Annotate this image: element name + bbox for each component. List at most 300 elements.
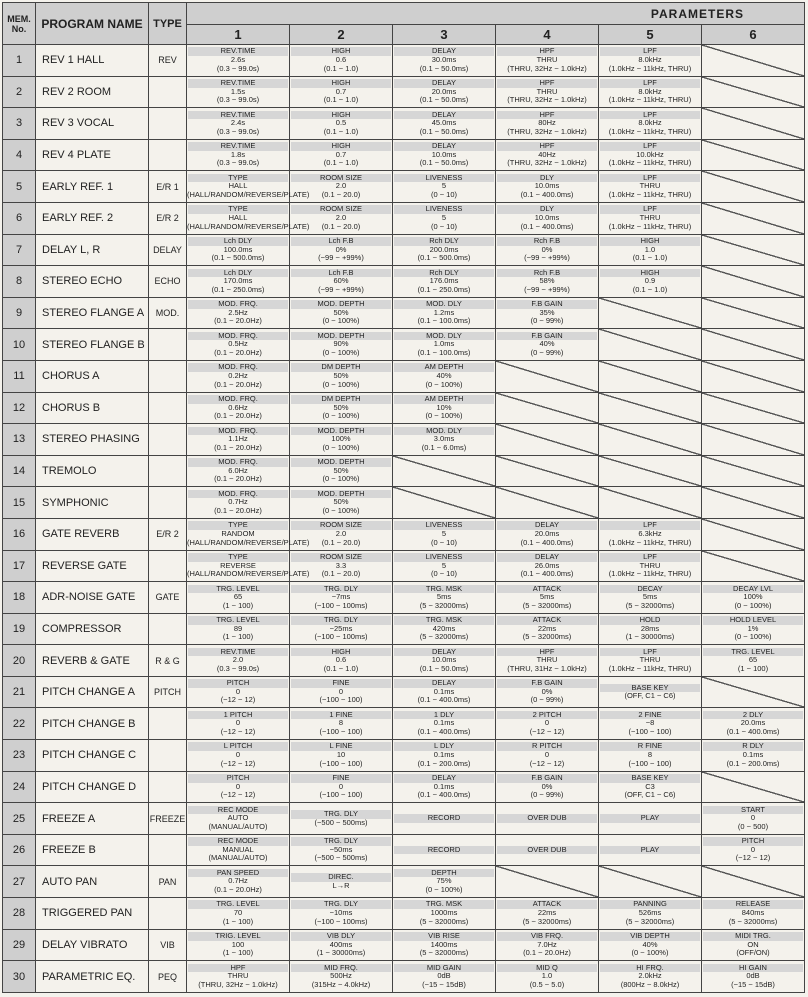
program-type: REV	[149, 45, 187, 77]
parameter-range: (0.1 ~ 50.0ms)	[419, 126, 469, 136]
program-number: 20	[3, 645, 36, 677]
parameter-cell	[599, 676, 702, 708]
parameter-value: 0%	[541, 686, 553, 696]
parameter-cell	[290, 297, 393, 329]
program-number: 1	[3, 45, 36, 77]
parameter-value: 50%	[333, 465, 349, 475]
program-type	[149, 76, 187, 108]
parameter-cell	[187, 550, 310, 582]
parameter-value: 0%	[541, 244, 553, 254]
parameter-label: 2 DLY	[703, 711, 803, 720]
parameter-value: 0	[235, 686, 241, 696]
table-row	[3, 424, 805, 456]
program-type	[149, 740, 187, 772]
parameter-cell	[187, 45, 290, 77]
empty-parameter-cell	[496, 360, 599, 392]
parameter-cell	[496, 297, 599, 329]
parameter-cell	[187, 329, 290, 361]
program-type: GATE	[149, 582, 187, 614]
table-row	[3, 834, 805, 866]
parameter-range: (1 ~ 100)	[222, 916, 254, 926]
parameter-value: 0.6	[335, 55, 347, 64]
parameter-range: (0.1 ~ 1.0)	[323, 663, 359, 673]
empty-parameter-cell	[702, 45, 805, 77]
program-number: 13	[3, 424, 36, 456]
parameter-cell	[290, 771, 393, 803]
parameter-value: 0.7	[335, 149, 347, 159]
parameter-range: (0.1 ~ 400.0ms)	[726, 727, 780, 737]
parameter-range: (5 ~ 32000ms)	[728, 916, 778, 926]
parameter-value: 0%	[541, 781, 553, 791]
parameter-cell	[599, 803, 702, 835]
parameter-value: 58%	[539, 276, 555, 286]
table-row	[3, 76, 805, 108]
parameter-range: (0 ~ 100%)	[425, 379, 463, 389]
parameter-label: PITCH	[188, 679, 288, 688]
table-row	[3, 202, 805, 234]
parameter-label: HIGH	[291, 47, 391, 56]
parameter-value: 1.8s	[230, 149, 246, 159]
program-type: DELAY	[149, 234, 187, 266]
parameter-value: 500Hz	[330, 971, 352, 981]
parameter-label: RECORD	[394, 814, 494, 823]
parameter-label: HOLD	[600, 616, 700, 625]
table-row	[3, 360, 805, 392]
parameter-cell	[393, 108, 496, 140]
parameter-label: MID Q	[497, 964, 597, 973]
parameter-range: (800Hz ~ 8.0kHz)	[620, 979, 680, 989]
parameter-value: 0.5Hz	[228, 339, 248, 349]
program-number: 12	[3, 392, 36, 424]
empty-parameter-cell	[702, 771, 805, 803]
parameter-value: 45.0ms	[431, 118, 457, 128]
parameter-range: (0 ~ 10)	[430, 189, 458, 199]
parameter-range: (1 ~ 100)	[737, 663, 769, 673]
parameter-label: HIGH	[291, 648, 391, 657]
parameter-value: 2.0	[232, 655, 244, 665]
empty-parameter-cell	[702, 360, 805, 392]
parameter-range: (0 ~ 100%)	[322, 379, 360, 389]
parameter-cell	[290, 76, 393, 108]
parameter-value: 100%	[331, 434, 351, 444]
parameter-label: HIGH	[291, 142, 391, 151]
program-name: REV 2 ROOM	[36, 76, 149, 108]
parameter-label: DELAY	[497, 521, 597, 530]
program-name: REV 4 PLATE	[36, 139, 149, 171]
parameter-cell	[290, 139, 393, 171]
mem-no-header-line2: No.	[11, 23, 27, 34]
parameter-range: (0 ~ 99%)	[530, 695, 564, 705]
parameter-range: (0 ~ 100%)	[734, 600, 772, 610]
parameter-value: 0%	[335, 244, 347, 254]
program-name: ADR-NOISE GATE	[36, 582, 149, 614]
empty-parameter-cell	[599, 424, 702, 456]
parameter-cell	[187, 518, 310, 550]
parameter-label: MOD. FRQ.	[188, 363, 288, 372]
parameter-value: 30.0ms	[431, 55, 457, 64]
empty-parameter-cell	[702, 518, 805, 550]
parameter-cell	[290, 108, 393, 140]
program-type: E/R 2	[149, 518, 187, 550]
empty-parameter-cell	[702, 455, 805, 487]
parameter-value: 0	[750, 813, 756, 823]
program-type	[149, 360, 187, 392]
parameter-value: 3.3	[335, 560, 347, 570]
parameter-cell	[187, 613, 290, 645]
parameter-range: (0.1 ~ 20.0Hz)	[214, 379, 262, 389]
program-number: 8	[3, 266, 36, 298]
parameter-cell	[393, 392, 496, 424]
parameter-value: 1.0	[541, 971, 553, 981]
parameter-cell	[599, 171, 702, 203]
parameter-label: DELAY	[394, 111, 494, 120]
parameter-label: BASE KEY	[600, 684, 700, 693]
parameter-label: DELAY	[394, 47, 494, 56]
parameter-range: (0.1 ~ 500.0ms)	[211, 253, 265, 263]
parameter-value: RANDOM	[221, 528, 255, 538]
program-name: GATE REVERB	[36, 518, 149, 550]
parameter-value: 8.0kHz	[638, 55, 662, 64]
parameter-cell	[702, 898, 805, 930]
empty-parameter-cell	[702, 424, 805, 456]
program-number: 22	[3, 708, 36, 740]
parameter-label: START	[703, 806, 803, 815]
param-col-header: 4	[496, 25, 599, 45]
parameter-value: 0.1ms	[433, 750, 455, 760]
program-name: PITCH CHANGE C	[36, 740, 149, 772]
empty-parameter-cell	[496, 455, 599, 487]
parameter-label: RELEASE	[703, 900, 803, 909]
parameter-range: (MANUAL/AUTO)	[208, 821, 268, 831]
parameter-cell	[290, 582, 393, 614]
table-row	[3, 297, 805, 329]
parameter-cell	[496, 803, 599, 835]
parameter-value: 1.0ms	[433, 339, 455, 349]
parameter-cell	[599, 740, 702, 772]
parameter-cell	[290, 676, 393, 708]
parameter-value: 2.0	[335, 528, 347, 538]
parameter-label: TRG. MSK	[394, 900, 494, 909]
parameter-label: TRG. DLY	[291, 616, 391, 625]
parameter-value: 0.2Hz	[228, 370, 248, 380]
parameter-label: REV.TIME	[188, 648, 288, 657]
parameter-cell	[393, 234, 496, 266]
parameter-range: (−500 ~ 500ms)	[314, 853, 368, 863]
parameter-value: 420ms	[432, 623, 456, 633]
parameter-cell	[290, 45, 393, 77]
parameter-value: THRU	[536, 55, 558, 64]
parameter-value: 2.0	[335, 212, 347, 222]
parameter-value: REVERSE	[220, 560, 256, 570]
parameter-value: 1%	[747, 623, 759, 633]
empty-parameter-cell	[702, 139, 805, 171]
program-number: 17	[3, 550, 36, 582]
program-name: PITCH CHANGE D	[36, 771, 149, 803]
empty-parameter-cell	[599, 329, 702, 361]
parameter-cell	[496, 234, 599, 266]
parameter-label: TRG. MSK	[394, 616, 494, 625]
parameter-range: (5 ~ 32000ms)	[522, 632, 572, 642]
parameter-label: REC MODE	[188, 837, 288, 846]
parameter-label: MID GAIN	[394, 964, 494, 973]
parameter-cell	[599, 961, 702, 993]
parameter-range: (0.1 ~ 200.0ms)	[726, 758, 780, 768]
empty-parameter-cell	[702, 108, 805, 140]
parameter-range: (0 ~ 10)	[430, 569, 458, 579]
parameter-range: (0.1 ~ 20.0Hz)	[523, 948, 571, 958]
parameter-range: (0.1 ~ 1.0)	[323, 126, 359, 136]
parameter-value: 0.1ms	[433, 686, 455, 696]
parameter-label: MOD. DEPTH	[291, 300, 391, 309]
parameter-range: (0.3 ~ 99.0s)	[216, 663, 260, 673]
program-type	[149, 487, 187, 519]
program-number: 7	[3, 234, 36, 266]
parameter-range: (−100 ~ 100)	[628, 758, 672, 768]
parameter-value: 89	[233, 623, 243, 633]
empty-parameter-cell	[496, 424, 599, 456]
parameter-value: 0	[235, 718, 241, 728]
parameter-label: HOLD LEVEL	[703, 616, 803, 625]
parameter-label: HIGH	[600, 237, 700, 246]
parameter-range: (OFF/ON)	[736, 948, 770, 958]
parameter-value: 0	[750, 844, 756, 854]
parameter-cell	[599, 266, 702, 298]
empty-parameter-cell	[599, 487, 702, 519]
parameter-range: (0 ~ 100%)	[631, 948, 669, 958]
parameter-range: (0.1 ~ 500.0ms)	[417, 253, 471, 263]
empty-parameter-cell	[702, 329, 805, 361]
parameter-range: (0.1 ~ 400.0ms)	[417, 790, 471, 800]
parameter-value: 0	[235, 781, 241, 791]
parameter-value: 7.0Hz	[537, 939, 557, 949]
empty-parameter-cell	[702, 171, 805, 203]
parameter-label: LPF	[600, 205, 700, 214]
parameter-value: 28ms	[640, 623, 660, 633]
parameter-value: 5ms	[436, 592, 452, 602]
parameter-range: (HALL/RANDOM/REVERSE/PLATE)	[187, 221, 310, 231]
parameter-value: THRU	[536, 655, 558, 665]
type-header: TYPE	[149, 3, 187, 45]
parameter-cell	[496, 518, 599, 550]
parameter-label: DELAY	[394, 79, 494, 88]
empty-parameter-cell	[702, 297, 805, 329]
parameter-value: 526ms	[638, 908, 662, 918]
parameter-label: PLAY	[600, 846, 700, 855]
parameter-value: 0.1ms	[433, 781, 455, 791]
parameter-cell	[393, 676, 496, 708]
parameter-value: 0	[544, 718, 550, 728]
parameter-range: (THRU, 32Hz ~ 1.0kHz)	[198, 979, 278, 989]
parameter-label: DELAY	[497, 553, 597, 562]
parameter-value: 5ms	[642, 592, 658, 602]
parameter-cell	[599, 139, 702, 171]
parameter-cell	[702, 929, 805, 961]
parameter-range: (0.1 ~ 20.0Hz)	[214, 885, 262, 895]
parameter-cell	[393, 961, 496, 993]
parameter-label: LIVENESS	[394, 205, 494, 214]
parameter-value: 80Hz	[538, 118, 556, 128]
parameter-range: (0.1 ~ 20.0)	[321, 537, 361, 547]
parameter-value: 2.0	[335, 181, 347, 191]
empty-parameter-cell	[599, 392, 702, 424]
program-type	[149, 550, 187, 582]
parameter-label: PANNING	[600, 900, 700, 909]
parameter-label: 1 PITCH	[188, 711, 288, 720]
parameter-range: (0.1 ~ 1.0)	[323, 158, 359, 168]
parameter-range: (HALL/RANDOM/REVERSE/PLATE)	[187, 569, 310, 579]
parameter-label: DELAY	[394, 679, 494, 688]
parameter-range: (THRU, 32Hz ~ 1.0kHz)	[507, 95, 587, 105]
program-name: DELAY VIBRATO	[36, 929, 149, 961]
table-row	[3, 171, 805, 203]
parameter-cell	[393, 360, 496, 392]
parameter-value: −8	[645, 718, 655, 728]
parameter-cell	[702, 645, 805, 677]
parameter-cell	[496, 171, 599, 203]
mem-no-header	[3, 3, 36, 45]
parameter-range: (0.1 ~ 400.0ms)	[520, 189, 574, 199]
parameters-header: PARAMETERS	[187, 3, 805, 25]
parameter-range: (5 ~ 32000ms)	[419, 632, 469, 642]
parameter-range: (0.1 ~ 100.0ms)	[417, 347, 471, 357]
parameter-cell	[496, 582, 599, 614]
parameter-label: PITCH	[703, 837, 803, 846]
parameter-value: C3	[645, 781, 655, 791]
parameter-range: (5 ~ 32000ms)	[419, 948, 469, 958]
empty-parameter-cell	[702, 676, 805, 708]
parameter-label: HPF	[188, 964, 288, 973]
parameter-range: (−100 ~ 100)	[628, 727, 672, 737]
parameter-range: (1.0kHz ~ 11kHz, THRU)	[608, 537, 692, 547]
program-type: E/R 2	[149, 202, 187, 234]
parameter-range: (0.1 ~ 20.0)	[321, 221, 361, 231]
parameter-range: (−12 ~ 12)	[529, 727, 565, 737]
parameter-cell	[496, 898, 599, 930]
parameter-cell	[496, 108, 599, 140]
parameter-value: 8.0kHz	[638, 118, 662, 128]
parameter-cell	[393, 866, 496, 898]
parameter-label: TRG. MSK	[394, 585, 494, 594]
parameter-cell	[290, 898, 393, 930]
parameter-cell	[702, 582, 805, 614]
parameter-label: REV.TIME	[188, 142, 288, 151]
parameter-cell	[393, 550, 496, 582]
parameter-label: DIREC.	[291, 873, 391, 882]
parameter-range: (0.1 ~ 1.0)	[632, 253, 668, 263]
param-col-header: 2	[290, 25, 393, 45]
parameter-range: (−100 ~ 100ms)	[314, 600, 368, 610]
parameter-range: (0.1 ~ 50.0ms)	[419, 663, 469, 673]
parameter-cell	[496, 740, 599, 772]
parameter-value: 40%	[539, 339, 555, 349]
program-type	[149, 139, 187, 171]
table-row	[3, 518, 805, 550]
parameter-range: (−12 ~ 12)	[529, 758, 565, 768]
program-number: 18	[3, 582, 36, 614]
program-type: MOD.	[149, 297, 187, 329]
parameter-label: R FINE	[600, 742, 700, 751]
parameter-value: 75%	[436, 876, 452, 886]
program-type	[149, 898, 187, 930]
parameter-label: VIB DEPTH	[600, 932, 700, 941]
parameter-value: 10%	[436, 402, 452, 412]
program-name: FREEZE B	[36, 834, 149, 866]
program-number: 29	[3, 929, 36, 961]
parameter-value: 10.0ms	[431, 655, 457, 665]
parameter-value: 50%	[333, 497, 349, 507]
parameter-range: (0 ~ 100%)	[425, 411, 463, 421]
program-name: EARLY REF. 2	[36, 202, 149, 234]
table-row	[3, 329, 805, 361]
parameter-range: (OFF, C1 ~ C6)	[624, 691, 676, 701]
parameter-range: (5 ~ 32000ms)	[625, 600, 675, 610]
parameter-range: (THRU, 31Hz ~ 1.0kHz)	[507, 663, 587, 673]
parameter-range: (0 ~ 100%)	[322, 347, 360, 357]
parameter-label: REC MODE	[188, 806, 288, 815]
parameter-range: (5 ~ 32000ms)	[522, 600, 572, 610]
parameter-range: (THRU, 32Hz ~ 1.0kHz)	[507, 63, 587, 73]
parameter-value: 22ms	[537, 623, 557, 633]
parameter-label: FINE	[291, 774, 391, 783]
parameter-value: 2.4s	[230, 118, 246, 128]
parameter-range: (1.0kHz ~ 11kHz, THRU)	[608, 158, 692, 168]
empty-parameter-cell	[599, 455, 702, 487]
parameter-cell	[290, 708, 393, 740]
table-row	[3, 645, 805, 677]
parameter-label: HIGH	[291, 79, 391, 88]
parameter-cell	[393, 898, 496, 930]
parameter-cell	[290, 740, 393, 772]
parameter-cell	[290, 613, 393, 645]
parameter-cell	[187, 266, 290, 298]
parameter-range: (0 ~ 100%)	[322, 411, 360, 421]
parameter-cell	[187, 645, 290, 677]
parameter-value: 10	[336, 750, 346, 760]
program-type	[149, 771, 187, 803]
parameter-cell	[599, 834, 702, 866]
parameter-range: (0 ~ 10)	[430, 537, 458, 547]
parameter-cell	[496, 266, 599, 298]
parameter-label: TRG. LEVEL	[188, 616, 288, 625]
parameter-cell	[702, 961, 805, 993]
parameter-label: HIGH	[291, 111, 391, 120]
program-number: 15	[3, 487, 36, 519]
parameter-label: LPF	[600, 553, 700, 562]
parameter-label: LPF	[600, 47, 700, 56]
parameter-label: DECAY	[600, 585, 700, 594]
parameter-range: (1 ~ 30000ms)	[625, 632, 675, 642]
program-type: R & G	[149, 645, 187, 677]
parameter-cell	[393, 76, 496, 108]
parameter-value: 2.5Hz	[228, 307, 248, 317]
parameter-value: 0.7Hz	[228, 497, 248, 507]
program-name-header: PROGRAM NAME	[36, 3, 149, 45]
parameter-cell	[393, 645, 496, 677]
parameter-range: (0.1 ~ 20.0Hz)	[214, 316, 262, 326]
parameter-label: VIB FRQ.	[497, 932, 597, 941]
parameter-label: MOD. DEPTH	[291, 490, 391, 499]
parameter-cell	[393, 45, 496, 77]
parameter-range: (0.3 ~ 99.0s)	[216, 158, 260, 168]
parameter-value: 1.1Hz	[228, 434, 248, 444]
empty-parameter-cell	[702, 202, 805, 234]
parameter-label: Rch F.B	[497, 269, 597, 278]
parameter-label: TYPE	[188, 174, 288, 183]
parameter-label: DECAY LVL	[703, 585, 803, 594]
program-name: SYMPHONIC	[36, 487, 149, 519]
parameter-label: PAN SPEED	[188, 869, 288, 878]
param-col-header: 6	[702, 25, 805, 45]
